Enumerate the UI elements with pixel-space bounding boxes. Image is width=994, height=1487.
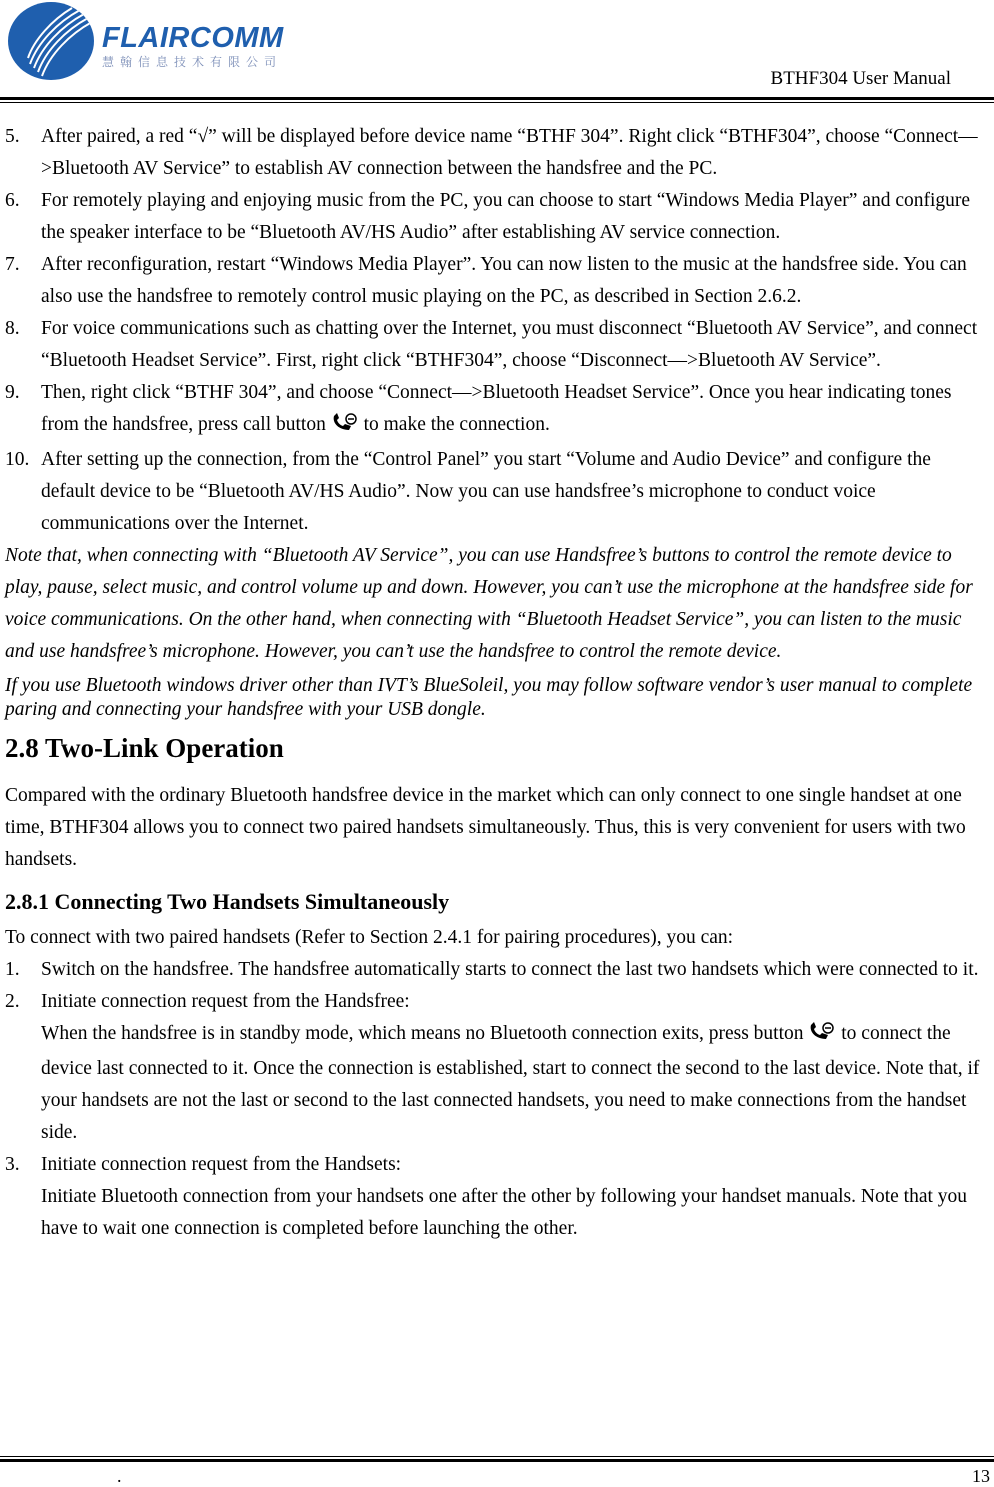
footer-mark: . xyxy=(117,1466,122,1486)
list-item xyxy=(5,1149,989,1181)
list-item xyxy=(5,313,989,377)
item-number: 3. xyxy=(5,1154,20,1175)
item-text: to make the connection. xyxy=(363,414,550,435)
note-paragraph: Note that, when connecting with “Bluetooth AV Service”, you can use Handsfree’s buttons to control the remote device to play, pause, select music, and control volume up and down. However, you can’t use the microphone at the handsfree side for voice communications. On the other hand, when connecting with “Bluetooth Headset Service”, you can listen to the music and use handsfree’s microphone. However, you can’t use the handsfree to control the remote device. xyxy=(5,545,973,662)
subsection-intro: To connect with two paired handsets (Refer to Section 2.4.1 for pairing procedures), you can: xyxy=(5,927,734,948)
list-item xyxy=(5,986,989,1018)
list-item xyxy=(5,954,989,986)
item-number: 5. xyxy=(5,126,20,147)
item-detail: Initiate Bluetooth connection from your handsets one after the other by following your handset manuals. Note that you have to wait one connection is completed before launching the other. xyxy=(41,1186,968,1239)
page-header xyxy=(0,0,994,105)
call-button-icon xyxy=(331,412,359,444)
note-paragraph: If you use Bluetooth windows driver other than IVT’s BlueSoleil, you may follow software vendor’s user manual to complete paring and connecting your handsfree with your USB dongle. xyxy=(5,675,973,720)
item-text: Initiate connection request from the Handsfree: xyxy=(41,991,410,1012)
item-text: Switch on the handsfree. The handsfree automatically starts to connect the last two handsets which were connected to it. xyxy=(41,959,979,980)
section-heading: 2.8 Two-Link Operation xyxy=(5,733,284,763)
list-item xyxy=(5,249,989,313)
header-divider xyxy=(0,97,994,100)
header-divider-thin xyxy=(0,102,994,103)
subsection-heading: 2.8.1 Connecting Two Handsets Simultaneously xyxy=(5,889,450,914)
logo-text: FLAIRCOMM xyxy=(102,22,284,54)
list-item xyxy=(5,377,989,444)
footer-divider-thin xyxy=(0,1456,994,1457)
item-number: 8. xyxy=(5,318,20,339)
item-number: 7. xyxy=(5,254,20,275)
item-number: 6. xyxy=(5,190,20,211)
item-number: 2. xyxy=(5,991,20,1012)
call-button-icon xyxy=(808,1021,836,1053)
page-number: 13 xyxy=(972,1466,990,1486)
item-text: After reconfiguration, restart “Windows Media Player”. You can now listen to the music at the handsfree side. You can also use the handsfree to remotely control music playing on the PC, as described in Section 2.6.2. xyxy=(41,254,967,307)
list-item xyxy=(5,444,989,540)
item-text: Then, right click “BTHF 304”, and choose “Connect—>Bluetooth Headset Service”. Once you hear indicating tones from the handsfree, press call button xyxy=(41,382,952,435)
item-number: 9. xyxy=(5,382,20,403)
item-text: For remotely playing and enjoying music from the PC, you can choose to start “Windows Media Player” and configure the speaker interface to be “Bluetooth AV/HS Audio” after establishing AV service connection. xyxy=(41,190,971,243)
logo-chinese-text: 慧翰信息技术有限公司 xyxy=(102,55,283,69)
item-detail xyxy=(5,1018,989,1149)
item-text: After paired, a red “√” will be displayed before device name “BTHF 304”. Right click “BTHF304”, choose “Connect—>Bluetooth AV Service” to establish AV connection between the handsfree and the PC. xyxy=(41,126,978,179)
footer-divider xyxy=(0,1459,994,1462)
item-text: After setting up the connection, from the “Control Panel” you start “Volume and Audio Device” and configure the default device to be “Bluetooth AV/HS Audio”. Now you can use handsfree’s microphone to conduct voice communications over the Internet. xyxy=(41,449,931,534)
document-title: BTHF304 User Manual xyxy=(770,68,951,89)
detail-text: When the handsfree is in standby mode, which means no Bluetooth connection exits, press button xyxy=(41,1023,804,1044)
list-item xyxy=(5,121,989,185)
detail-text: to connect the device last connected to it. Once the connection is established, start to connect the second to the last device. Note that, if your handsets are not the last or second to the last connected handsets, you need to make connections from the handset side. xyxy=(41,1023,980,1143)
item-text: Initiate connection request from the Handsets: xyxy=(41,1154,402,1175)
item-number: 1. xyxy=(5,959,20,980)
item-number: 10. xyxy=(5,449,30,470)
list-item xyxy=(5,185,989,249)
page-content xyxy=(5,121,989,1245)
flaircomm-logo-icon xyxy=(8,2,94,80)
section-intro: Compared with the ordinary Bluetooth handsfree device in the market which can only connect to one single handset at one time, BTHF304 allows you to connect two paired handsets simultaneously. Thus, this is very convenient for users with two handsets. xyxy=(5,785,966,870)
item-text: For voice communications such as chatting over the Internet, you must disconnect “Bluetooth AV Service”, and connect “Bluetooth Headset Service”. First, right click “BTHF304”, choose “Disconnect—>Bluetooth AV Service”. xyxy=(41,318,978,371)
